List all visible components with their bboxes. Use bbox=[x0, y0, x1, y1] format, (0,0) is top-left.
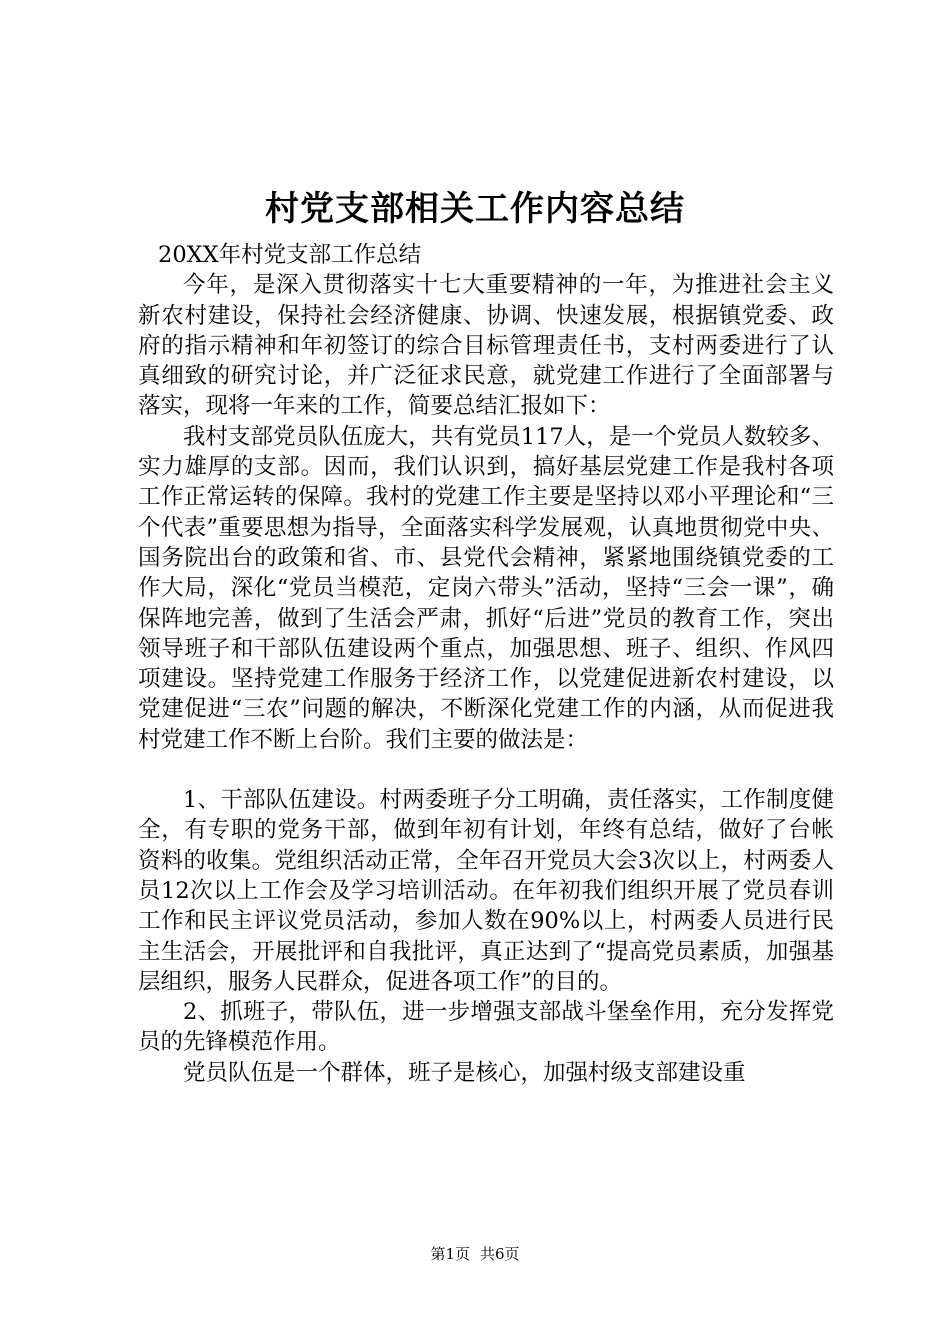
document-title: 村党支部相关工作内容总结 bbox=[265, 189, 685, 229]
page-number: 第1页 bbox=[430, 1245, 470, 1263]
paragraph-item-1: 1、干部队伍建设。村两委班子分工明确，责任落实，工作制度健全，有专职的党务干部，做到年初有计划，年终有总结，做好了台帐资料的收集。党组织活动正常，全年召开党员大会3次以上，村两委人员12次以上工作会及学习培训活动。在年初我们组织开展了党员春训工作和民主评议党员活动，参加人数在90%以上，村两委人员进行民主生活会，开展批评和自我批评，真正达到了“提高党员素质，加强基层组织，服务人民群众，促进各项工作”的目的。 bbox=[138, 787, 834, 995]
document-subtitle: 20XX年村党支部工作总结 bbox=[158, 242, 422, 268]
paragraph-intro: 今年，是深入贯彻落实十七大重要精神的一年，为推进社会主义新农村建设，保持社会经济健康、协调、快速发展，根据镇党委、政府的指示精神和年初签订的综合目标管理责任书，支村两委进行了认真细致的研究讨论，并广泛征求民意，就党建工作进行了全面部署与落实，现将一年来的工作，简要总结汇报如下： bbox=[138, 272, 834, 420]
paragraph-item-2: 2、抓班子，带队伍，进一步增强支部战斗堡垒作用，充分发挥党员的先锋模范作用。 bbox=[138, 999, 834, 1056]
paragraph-continued: 党员队伍是一个群体，班子是核心，加强村级支部建设重 bbox=[183, 1059, 746, 1086]
document-body bbox=[138, 240, 834, 1088]
paragraph-overview: 我村支部党员队伍庞大，共有党员117人，是一个党员人数较多、实力雄厚的支部。因而，我们认识到，搞好基层党建工作是我村各项工作正常运转的保障。我村的党建工作主要是坚持以邓小平理论和“三个代表”重要思想为指导，全面落实科学发展观，认真地贯彻党中央、国务院出台的政策和省、市、县党代会精神，紧紧地围绕镇党委的工作大局，深化“党员当模范，定岗六带头”活动，坚持“三会一课”，确保阵地完善，做到了生活会严肃，抓好“后进”党员的教育工作，突出领导班子和干部队伍建设两个重点，加强思想、班子、组织、作风四项建设。坚持党建工作服务于经济工作，以党建促进新农村建设，以党建促进“三农”问题的解决，不断深化党建工作的内涵，从而促进我村党建工作不断上台阶。我们主要的做法是： bbox=[138, 423, 834, 753]
page-total: 共6页 bbox=[480, 1245, 520, 1263]
page-footer bbox=[0, 1244, 950, 1264]
